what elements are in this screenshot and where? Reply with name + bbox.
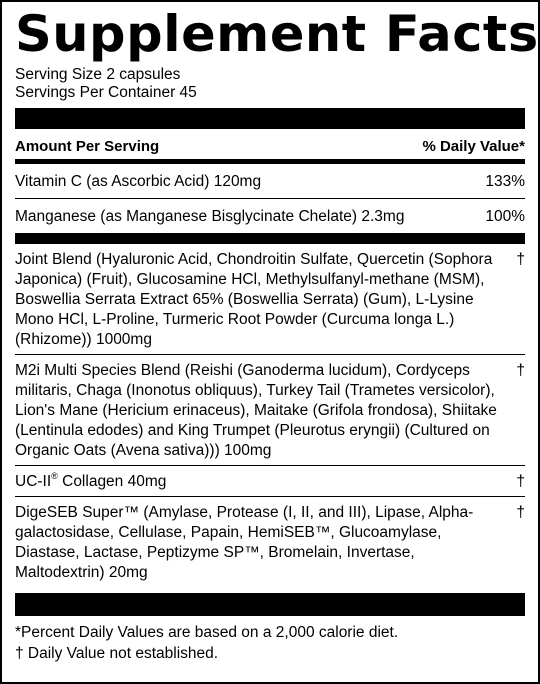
nutrient-row-vitamin-c <box>15 164 525 198</box>
servings-per-container: Servings Per Container 45 <box>15 84 197 101</box>
dagger-mark: † <box>516 362 525 379</box>
registered-mark: ® <box>51 471 58 481</box>
bottom-thick-bar <box>15 593 525 616</box>
blend-row-m2i <box>15 355 525 465</box>
nutrient-name: Vitamin C (as Ascorbic Acid) 120mg <box>15 173 262 190</box>
footnote-daily-values: *Percent Daily Values are based on a 2,000 calorie diet. <box>15 624 399 641</box>
nutrient-row-manganese <box>15 199 525 233</box>
dagger-mark: † <box>516 504 525 521</box>
blend-text <box>15 472 513 492</box>
blend-row-joint <box>15 244 525 354</box>
blend-row-digeseb <box>15 497 525 587</box>
nutrient-dv: 133% <box>485 173 525 190</box>
blend-text: M2i Multi Species Blend (Reishi (Ganoderma lucidum), Cordyceps militaris, Chaga (Inonotus obliquus), Turkey Tail (Trametes versicolor), Lion's Mane (Hericium erinaceus), Maitake (Grifola frondosa), Shiitake (Lentinula edodes) and King Trumpet (Pleurotus eryngii) (Cultured on Organic Oats (Avena sativa))) 100mg <box>15 362 497 459</box>
footnote-dagger: † Daily Value not established. <box>15 645 219 662</box>
blend-text: DigeSEB Super™ (Amylase, Protease (I, II, and III), Lipase, Alpha-galactosidase, Cellulase, Papain, HemiSEB™, Glucoamylase, Diastase, Lactase, Peptizyme SP™, Bromelain, Invertase, Maltodextrin) 20mg <box>15 504 474 581</box>
top-thick-bar <box>15 108 525 129</box>
ingredient-amount: Collagen 40mg <box>57 473 167 490</box>
dagger-mark: † <box>516 473 525 490</box>
amount-per-serving-label: Amount Per Serving <box>15 138 160 155</box>
ingredient-name: UC-II <box>15 473 52 490</box>
section-bar <box>15 233 525 244</box>
blend-text: Joint Blend (Hyaluronic Acid, Chondroitin Sulfate, Quercetin (Sophora Japonica) (Fruit), Glucosamine HCl, Methylsulfanyl-methane (MSM), Boswellia Serrata Extract 65% (Boswellia Serrata) (Gum), L-Lysine Mono HCl, L-Proline, Turmeric Root Powder (Curcuma longa L.) (Rhizome)) 1000mg <box>15 251 493 348</box>
nutrient-name: Manganese (as Manganese Bisglycinate Chelate) 2.3mg <box>15 208 405 225</box>
panel-title: Supplement Facts <box>15 5 539 63</box>
column-header <box>15 129 525 159</box>
serving-size: Serving Size 2 capsules <box>15 66 181 83</box>
blend-row-uc-ii <box>15 466 525 496</box>
daily-value-label: % Daily Value* <box>422 138 525 155</box>
nutrient-dv: 100% <box>485 208 525 225</box>
dagger-mark: † <box>516 251 525 268</box>
